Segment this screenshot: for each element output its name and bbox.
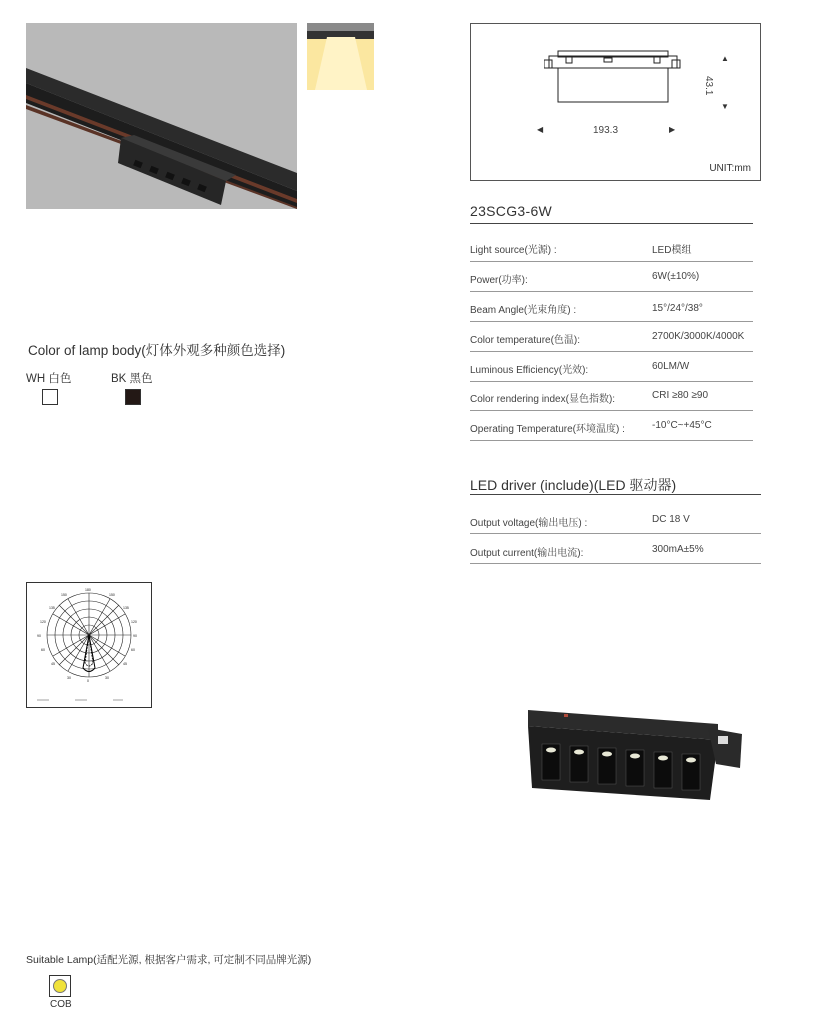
height-dimension: 43.1 xyxy=(703,76,714,96)
spec-row xyxy=(470,381,753,411)
cob-icon xyxy=(53,979,67,993)
driver-value: DC 18 V xyxy=(652,514,690,525)
spec-value: 60LM/W xyxy=(652,361,690,372)
driver-value: 300mA±5% xyxy=(652,544,704,555)
height-arrow-up: ▲ xyxy=(721,54,729,63)
cob-label: COB xyxy=(50,999,72,1010)
width-arrow-left: ◀ xyxy=(537,125,544,134)
svg-text:120: 120 xyxy=(40,620,46,624)
spec-row xyxy=(470,322,753,352)
model-title: 23SCG3-6W xyxy=(470,203,553,219)
svg-text:135: 135 xyxy=(49,606,55,610)
spec-row xyxy=(470,232,753,262)
swatch-label-white: WH 白色 xyxy=(26,373,72,385)
spec-key: Light source(光源) : xyxy=(470,245,557,256)
spec-row xyxy=(470,262,753,292)
driver-title: LED driver (include)(LED 驱动器) xyxy=(470,477,677,493)
unit-label: UNIT:mm xyxy=(709,163,751,174)
cob-swatch xyxy=(49,975,71,997)
svg-text:90: 90 xyxy=(133,634,137,638)
spec-key: Color rendering index(显色指数): xyxy=(470,394,616,405)
svg-text:45: 45 xyxy=(123,662,127,666)
suitable-lamp-title: Suitable Lamp(适配光源, 根据客户需求, 可定制不同品牌光源) xyxy=(26,954,312,966)
spec-value: CRI ≥80 ≥90 xyxy=(652,390,709,401)
spec-value: -10°C~+45°C xyxy=(652,420,712,431)
spec-row xyxy=(470,411,753,441)
model-divider xyxy=(470,223,753,224)
svg-text:30: 30 xyxy=(105,676,109,680)
svg-text:60: 60 xyxy=(131,648,135,652)
width-dimension: 193.3 xyxy=(593,125,619,136)
svg-text:90: 90 xyxy=(37,634,41,638)
svg-text:0: 0 xyxy=(87,679,89,683)
light-distribution-polar-diagram xyxy=(26,582,152,708)
driver-row xyxy=(470,505,761,534)
svg-text:150: 150 xyxy=(109,593,115,597)
driver-key: Output voltage(输出电压) : xyxy=(470,518,588,529)
svg-text:135: 135 xyxy=(123,606,129,610)
svg-text:60: 60 xyxy=(41,648,45,652)
spec-value: 6W(±10%) xyxy=(652,271,700,282)
svg-text:30: 30 xyxy=(67,676,71,680)
svg-text:180: 180 xyxy=(85,588,91,592)
spec-key: Power(功率): xyxy=(470,275,528,286)
svg-text:150: 150 xyxy=(61,593,67,597)
track-light-product-render xyxy=(520,700,745,805)
spec-value: 2700K/3000K/4000K xyxy=(652,331,745,342)
lamp-body-color-title: Color of lamp body(灯体外观多种颜色选择) xyxy=(28,343,286,358)
driver-row xyxy=(470,535,761,564)
fixture-outline-drawing xyxy=(544,48,684,104)
spec-row xyxy=(470,352,753,382)
spec-key: Operating Temperature(环境温度) : xyxy=(470,424,625,435)
height-arrow-down: ▼ xyxy=(721,102,729,111)
spec-key: Luminous Efficiency(光效): xyxy=(470,365,589,376)
track-light-photo xyxy=(26,23,297,209)
driver-divider xyxy=(470,494,761,495)
svg-text:45: 45 xyxy=(51,662,55,666)
spec-key: Beam Angle(光束角度) : xyxy=(470,305,577,316)
light-beam-inset-photo xyxy=(307,23,374,90)
spec-value: LED模组 xyxy=(652,245,692,256)
spec-key: Color temperature(色温): xyxy=(470,335,581,346)
dimension-drawing xyxy=(470,23,761,181)
spec-value: 15°/24°/38° xyxy=(652,303,703,314)
swatch-label-black: BK 黑色 xyxy=(111,373,153,385)
swatch-white xyxy=(42,389,58,405)
width-arrow-right: ▶ xyxy=(669,125,676,134)
svg-text:120: 120 xyxy=(131,620,137,624)
spec-row xyxy=(470,292,753,322)
driver-key: Output current(输出电流): xyxy=(470,548,584,559)
swatch-black xyxy=(125,389,141,405)
